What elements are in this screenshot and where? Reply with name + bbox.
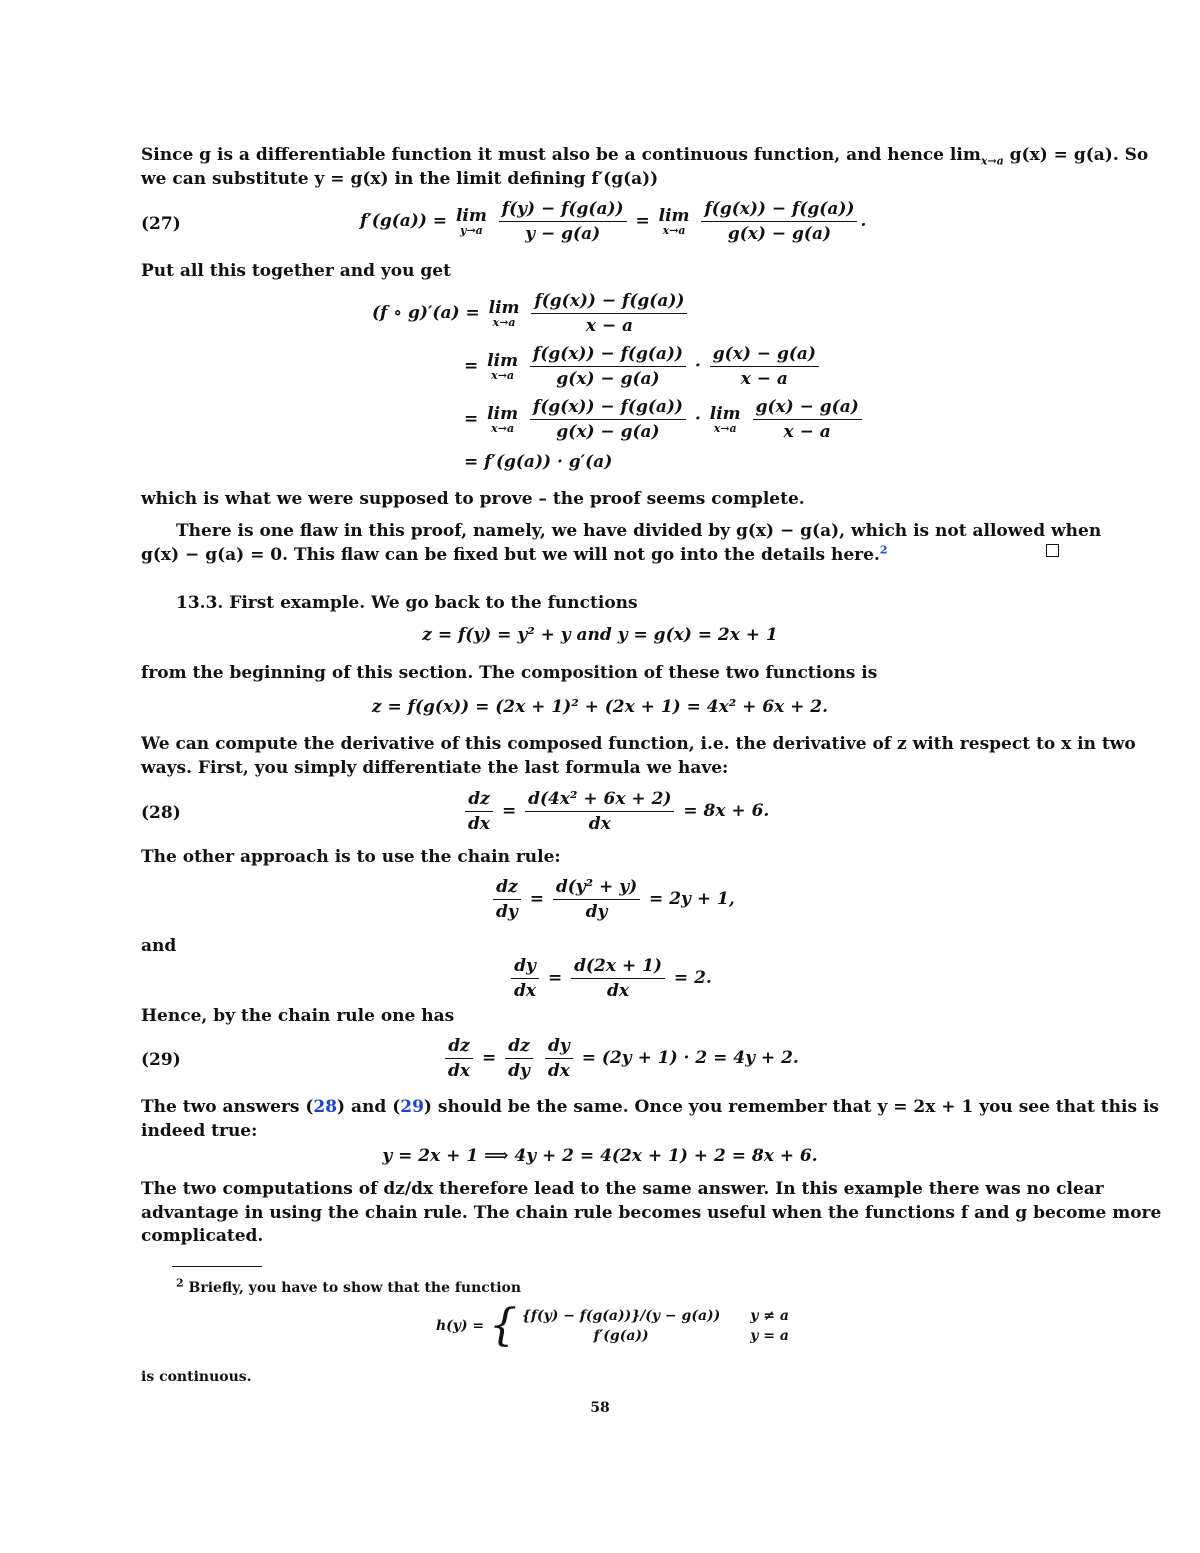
derivation-row-4: = f′(g(a)) · g′(a) <box>464 452 613 472</box>
fraction <box>505 1035 533 1082</box>
fraction <box>530 396 686 443</box>
fraction <box>493 876 521 923</box>
numerator: f(y) − f(g(a)) <box>499 198 627 222</box>
paragraph-line: and <box>141 936 177 956</box>
derivation-row-3 <box>464 396 865 443</box>
equals: = <box>529 889 544 909</box>
fraction <box>499 198 627 245</box>
limit <box>710 405 741 435</box>
footnote-end: is continuous. <box>141 1369 252 1385</box>
numerator: dy <box>511 955 539 979</box>
denominator: dx <box>468 814 491 834</box>
text: g(x) = g(a). So <box>1003 145 1149 165</box>
fraction <box>511 955 539 1002</box>
section-heading <box>176 592 1096 614</box>
text: Briefly, you have to show that the function <box>183 1280 522 1296</box>
fraction <box>545 1035 573 1082</box>
fraction <box>465 788 493 835</box>
denominator: dx <box>607 981 630 1001</box>
period: . <box>860 211 867 231</box>
lim-sub: x→a <box>713 421 737 435</box>
denominator: dy <box>585 902 608 922</box>
cases <box>522 1306 789 1346</box>
numerator: f(g(x)) − f(g(a)) <box>701 198 857 222</box>
numerator: g(x) − g(a) <box>710 343 819 367</box>
equals: = <box>635 211 650 231</box>
denominator: g(x) − g(a) <box>727 224 832 244</box>
denominator: g(x) − g(a) <box>556 422 660 442</box>
fraction <box>571 955 665 1002</box>
denominator: x − a <box>740 369 788 389</box>
lim-word: lim <box>487 403 519 424</box>
paragraph-line: Hence, by the chain rule one has <box>141 1006 455 1026</box>
footnote-mark: 2 <box>176 1276 184 1290</box>
equals: = <box>547 968 563 988</box>
equation-dzdy <box>490 876 735 923</box>
numerator: d(y² + y) <box>553 876 640 900</box>
lim-sub: y→a <box>460 223 483 237</box>
paragraph-line <box>141 1096 1159 1118</box>
paragraph-line: Put all this together and you get <box>141 261 451 281</box>
limit <box>487 405 518 435</box>
footnote <box>176 1277 1096 1299</box>
lim-word: lim <box>488 297 520 318</box>
fraction <box>530 343 686 390</box>
fraction <box>710 343 819 390</box>
limit <box>487 352 518 382</box>
paragraph-line: we can substitute y = g(x) in the limit defining f′(g(a)) <box>141 169 659 189</box>
equation-dydx <box>508 955 712 1002</box>
case-expr: f′(g(a)) <box>593 1328 649 1344</box>
eq-lhs: f′(g(a)) = <box>360 211 448 231</box>
case-cond: y = a <box>750 1328 789 1344</box>
subscript: x→a <box>980 154 1004 168</box>
denominator: y − g(a) <box>525 224 601 244</box>
text: The two answers ( <box>141 1097 314 1117</box>
denominator: dx <box>514 981 537 1001</box>
equation-number: (29) <box>141 1050 181 1070</box>
paragraph-line: The two computations of dz/dx therefore lead to the same answer. In this example there was no clear <box>141 1179 1104 1199</box>
lim-sub: x→a <box>491 421 515 435</box>
fraction <box>525 788 674 835</box>
limit <box>456 207 487 237</box>
limit <box>489 299 520 329</box>
equation-ref-link[interactable]: 29 <box>400 1097 424 1117</box>
equation-29 <box>442 1035 799 1082</box>
paragraph-line: complicated. <box>141 1226 264 1246</box>
lim-word: lim <box>658 205 690 226</box>
page-number: 58 <box>590 1400 610 1416</box>
equation: z = f(y) = y² + y and y = g(x) = 2x + 1 <box>422 625 778 645</box>
numerator: dy <box>545 1035 573 1059</box>
lim-word: lim <box>709 403 741 424</box>
paragraph-line: The other approach is to use the chain rule: <box>141 847 561 867</box>
text: Since g is a differentiable function it must also be a continuous function, and hence lim <box>141 145 981 165</box>
equals: = <box>464 409 479 429</box>
paragraph-line <box>141 544 1061 566</box>
denominator: dy <box>508 1061 530 1081</box>
numerator: d(2x + 1) <box>571 955 665 979</box>
dot: · <box>694 356 701 376</box>
fraction <box>701 198 857 245</box>
eq-rhs: = 2. <box>673 968 712 988</box>
text: ) and ( <box>337 1097 401 1117</box>
lim-sub: x→a <box>662 223 686 237</box>
paragraph-line: indeed true: <box>141 1121 258 1141</box>
numerator: f(g(x)) − f(g(a)) <box>530 396 686 420</box>
lim-sub: x→a <box>492 315 516 329</box>
case-cond: y ≠ a <box>750 1308 789 1324</box>
numerator: dz <box>505 1035 533 1059</box>
paragraph-line: from the beginning of this section. The composition of these two functions is <box>141 663 878 683</box>
equals: = <box>481 1048 497 1068</box>
equation-number: (27) <box>141 214 181 234</box>
numerator: d(4x² + 6x + 2) <box>525 788 674 812</box>
section-title: First example. <box>229 593 366 613</box>
equation-number: (28) <box>141 803 181 823</box>
equation-ref-link[interactable]: 28 <box>313 1097 338 1117</box>
eq-rhs: = 2y + 1, <box>649 889 735 909</box>
fraction <box>445 1035 473 1082</box>
derivation-row-1 <box>372 290 690 337</box>
equation-28 <box>462 788 769 835</box>
equation: y = 2x + 1 ⟹ 4y + 2 = 4(2x + 1) + 2 = 8x + 6. <box>382 1146 818 1166</box>
dot: · <box>694 409 701 429</box>
paragraph-line: advantage in using the chain rule. The chain rule becomes useful when the functions f and g become more <box>141 1203 1162 1223</box>
paragraph-line: which is what we were supposed to prove – the proof seems complete. <box>141 489 805 509</box>
denominator: dy <box>496 902 518 922</box>
denominator: x − a <box>783 422 831 442</box>
numerator: g(x) − g(a) <box>753 396 862 420</box>
denominator: dx <box>448 1061 471 1081</box>
denominator: x − a <box>585 316 634 336</box>
text: We go back to the functions <box>365 593 638 613</box>
eq-lhs: h(y) = <box>436 1318 485 1334</box>
lim-word: lim <box>487 350 519 371</box>
numerator: f(g(x)) − f(g(a)) <box>531 290 687 314</box>
footnote-link[interactable]: 2 <box>879 543 888 557</box>
denominator: g(x) − g(a) <box>556 369 660 389</box>
case-expr: {f(y) − f(g(a))}/(y − g(a)) <box>521 1308 721 1324</box>
numerator: dz <box>493 876 521 900</box>
text: ) should be the same. Once you remember that y = 2x + 1 you see that this is <box>423 1097 1159 1117</box>
equation-27 <box>360 198 866 245</box>
paragraph-line: We can compute the derivative of this composed function, i.e. the derivative of z with respect to x in two <box>141 734 1136 754</box>
footnote-rule <box>172 1266 262 1267</box>
limit <box>659 207 690 237</box>
eq-rhs: = (2y + 1) · 2 = 4y + 2. <box>581 1048 799 1068</box>
denominator: dx <box>547 1061 570 1081</box>
equals: = <box>501 801 517 821</box>
fraction <box>753 396 862 443</box>
numerator: dz <box>465 788 493 812</box>
footnote-equation <box>436 1300 789 1351</box>
section-number: 13.3. <box>176 593 224 613</box>
derivation-row-2 <box>464 343 822 390</box>
eq-lhs: (f ∘ g)′(a) = <box>372 303 480 323</box>
paragraph-line: There is one flaw in this proof, namely, we have divided by g(x) − g(a), which is not allowed when <box>176 521 1102 541</box>
denominator: dx <box>588 814 611 834</box>
fraction <box>531 290 687 337</box>
left-brace: { <box>489 1300 518 1351</box>
qed-box-icon <box>1046 544 1059 557</box>
equation: z = f(g(x)) = (2x + 1)² + (2x + 1) = 4x² + 6x + 2. <box>371 697 829 717</box>
fraction <box>553 876 640 923</box>
numerator: f(g(x)) − f(g(a)) <box>530 343 686 367</box>
paragraph-line: ways. First, you simply differentiate the last formula we have: <box>141 758 729 778</box>
eq-rhs: = 8x + 6. <box>683 801 770 821</box>
text: g(x) − g(a) = 0. This flaw can be fixed but we will not go into the details here. <box>141 545 880 565</box>
lim-word: lim <box>455 205 487 226</box>
equals: = <box>464 356 479 376</box>
numerator: dz <box>445 1035 473 1059</box>
lim-sub: x→a <box>491 368 515 382</box>
